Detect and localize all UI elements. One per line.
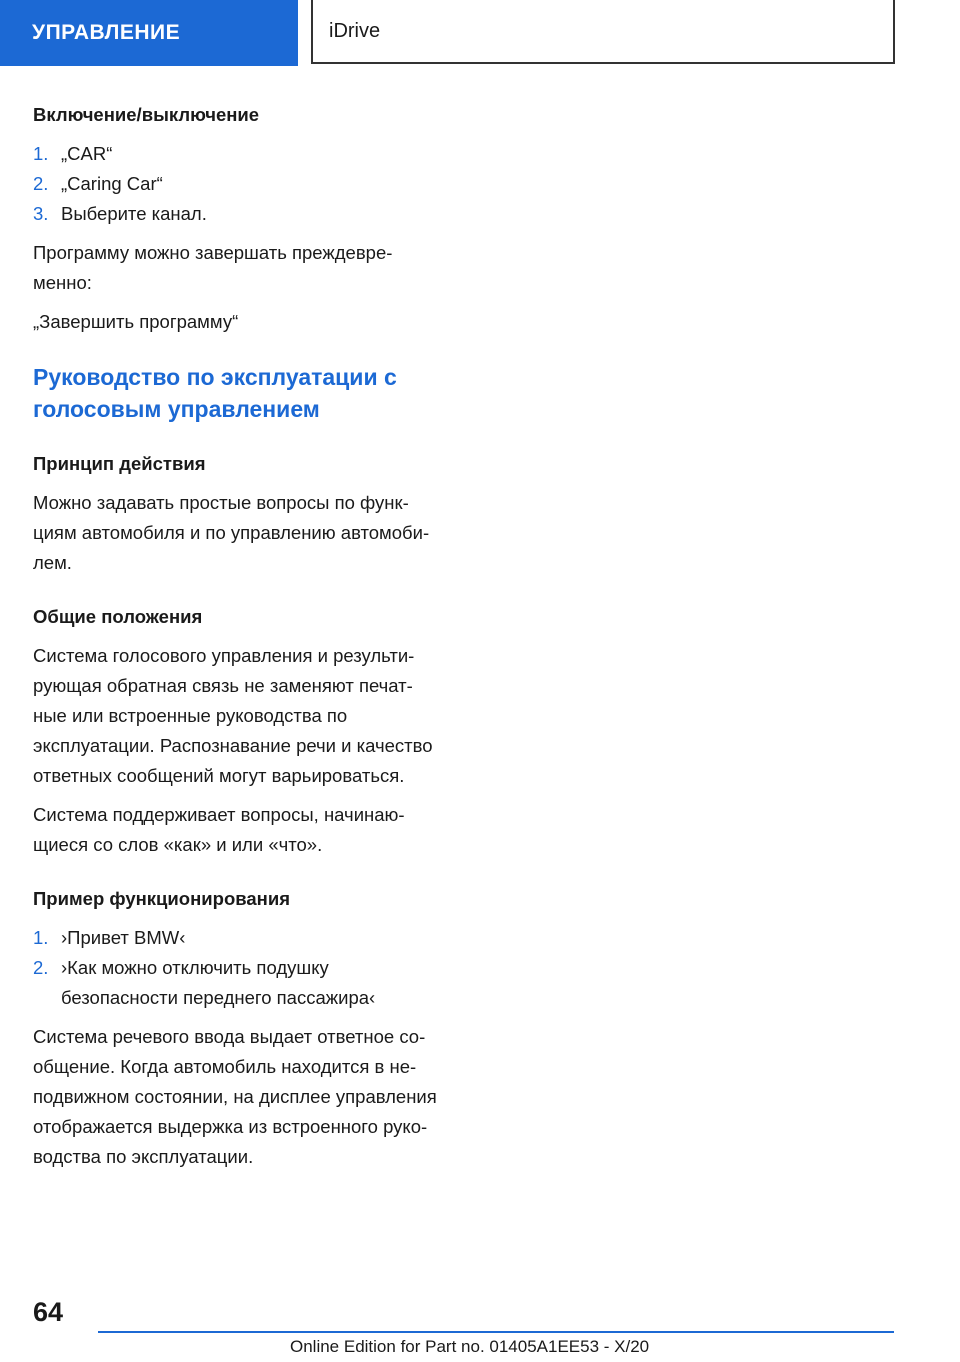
section-title: iDrive — [329, 20, 381, 42]
footer-edition: Online Edition for Part no. 01405A1EE53 - X/20 — [290, 1337, 650, 1356]
step-number: 3. — [33, 203, 49, 224]
text-line: общение. Когда автомобиль находится в не- — [33, 1056, 417, 1077]
text-line: циям автомобиля и по управлению автомоби- — [33, 522, 430, 543]
list-item — [33, 923, 451, 953]
section-heading — [33, 361, 451, 425]
text-line: Можно задавать простые вопросы по функ- — [33, 492, 409, 513]
step-number: 2. — [33, 173, 49, 194]
step-text: „CAR“ — [61, 143, 113, 164]
subheading-general: Общие положения — [33, 606, 203, 627]
list-item — [33, 139, 451, 169]
text-line: Программу можно завершать преждевре- — [33, 242, 393, 263]
text-line: отображается выдержка из встроенного руко- — [33, 1116, 428, 1137]
text-line: водства по эксплуатации. — [33, 1146, 254, 1167]
text-line: менно: — [33, 272, 92, 293]
subheading-example: Пример функционирования — [33, 888, 291, 909]
list-item — [33, 199, 451, 229]
step-text — [61, 953, 451, 1013]
paragraph — [33, 800, 451, 860]
subheading-principle: Принцип действия — [33, 453, 206, 474]
text-line: рующая обратная связь не заменяют печат- — [33, 675, 413, 696]
chapter-tab: УПРАВЛЕНИЕ — [0, 0, 298, 66]
text-line: подвижном состоянии, на дисплее управления — [33, 1086, 437, 1107]
paragraph — [33, 1022, 451, 1172]
step-text: Выберите канал. — [61, 203, 207, 224]
step-text: „Caring Car“ — [61, 173, 163, 194]
text-line: ные или встроенные руководства по — [33, 705, 348, 726]
heading-line: голосовым управлением — [33, 396, 320, 422]
text-line: эксплуатации. Распознавание речи и качество — [33, 735, 433, 756]
text-line: безопасности переднего пассажира‹ — [61, 987, 376, 1008]
subheading-onoff: Включение/выключение — [33, 104, 260, 125]
page-header — [0, 0, 960, 66]
page-content — [33, 100, 451, 1172]
list-item — [33, 953, 451, 1013]
step-text: ›Привет BMW‹ — [61, 927, 186, 948]
footer-divider — [98, 1331, 894, 1333]
text-line: Система поддерживает вопросы, начинаю- — [33, 804, 405, 825]
step-number: 2. — [33, 957, 49, 978]
paragraph — [33, 641, 451, 791]
section-box — [311, 0, 895, 64]
paragraph — [33, 488, 451, 578]
text-line: ›Как можно отключить подушку — [61, 957, 329, 978]
text-line: Система голосового управления и результи- — [33, 645, 415, 666]
step-number: 1. — [33, 927, 49, 948]
paragraph: „Завершить программу“ — [33, 311, 239, 332]
heading-line: Руководство по эксплуатации с — [33, 364, 397, 390]
text-line: щиеся со слов «как» и или «что». — [33, 834, 323, 855]
paragraph — [33, 238, 451, 298]
text-line: ответных сообщений могут варьироваться. — [33, 765, 405, 786]
page-number: 64 — [33, 1297, 64, 1327]
step-number: 1. — [33, 143, 49, 164]
list-item — [33, 169, 451, 199]
text-line: лем. — [33, 552, 72, 573]
text-line: Система речевого ввода выдает ответное со- — [33, 1026, 426, 1047]
